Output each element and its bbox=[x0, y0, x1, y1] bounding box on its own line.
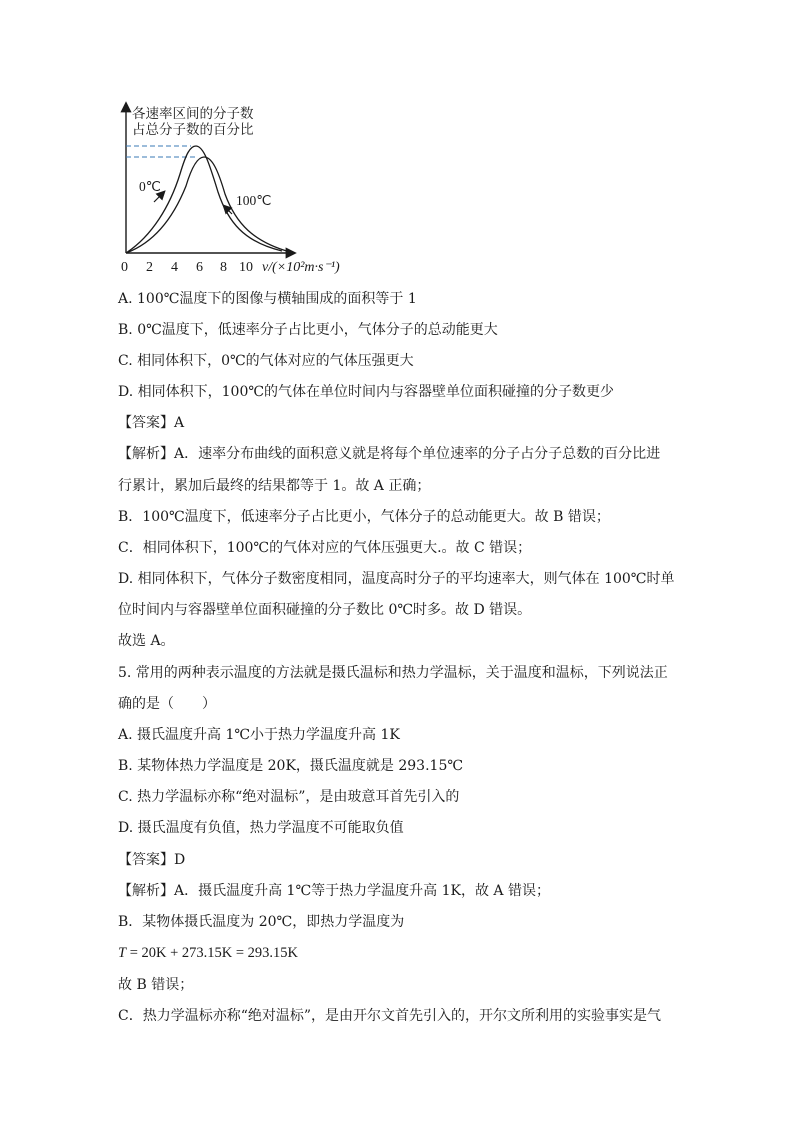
x-tick-label: 8 bbox=[220, 260, 227, 275]
q4-explanation-line: 位时间内与容器壁单位面积碰撞的分子数比 0℃时多。故 D 错误。 bbox=[118, 602, 532, 618]
speed-distribution-figure bbox=[112, 96, 372, 280]
q5-explanation-line: 故 B 错误； bbox=[118, 977, 194, 993]
x-tick-label: 10 bbox=[239, 260, 253, 275]
x-tick-label: 6 bbox=[196, 260, 203, 275]
x-tick-label: 2 bbox=[146, 260, 153, 275]
curve-label-0c: 0℃ bbox=[139, 179, 161, 194]
q4-explanation-line: D. 相同体积下，气体分子数密度相同，温度高时分子的平均速率大，则气体在 100℃时单 bbox=[118, 571, 675, 587]
q4-option-b: B. 0℃温度下，低速率分子占比更小，气体分子的总动能更大 bbox=[118, 322, 498, 338]
x-tick-label: 0 bbox=[121, 260, 128, 275]
q5-stem-line: 确的是（ ） bbox=[118, 696, 216, 712]
formula-variable: T bbox=[118, 945, 127, 961]
q5-answer: 【答案】D bbox=[118, 852, 186, 868]
x-tick-label: 4 bbox=[171, 260, 178, 275]
q5-option-a: A. 摄氏温度升高 1℃小于热力学温度升高 1K bbox=[118, 727, 400, 743]
y-axis-label-line1: 各速率区间的分子数 bbox=[132, 106, 254, 122]
q4-option-d: D. 相同体积下，100℃的气体在单位时间内与容器壁单位面积碰撞的分子数更少 bbox=[118, 384, 615, 400]
q5-explanation-line: C．热力学温标亦称“绝对温标”，是由开尔文首先引入的，开尔文所利用的实验事实是气 bbox=[118, 1008, 662, 1024]
q5-option-d: D. 摄氏温度有负值，热力学温度不可能取负值 bbox=[118, 820, 404, 836]
speed-distribution-svg bbox=[112, 96, 372, 280]
q4-final-choice: 故选 A。 bbox=[118, 633, 175, 649]
q4-answer: 【答案】A bbox=[118, 415, 185, 431]
y-axis-label-line2: 占总分子数的百分比 bbox=[132, 122, 254, 138]
q4-option-c: C. 相同体积下，0℃的气体对应的气体压强更大 bbox=[118, 353, 414, 369]
q5-stem-line: 5. 常用的两种表示温度的方法就是摄氏温标和热力学温标，关于温度和温标，下列说法正 bbox=[118, 665, 668, 681]
q4-explanation-line: 【解析】A．速率分布曲线的面积意义就是将每个单位速率的分子占分子总数的百分比进 bbox=[118, 446, 661, 462]
q4-explanation-line: 行累计，累加后最终的结果都等于 1。故 A 正确； bbox=[118, 478, 431, 494]
q4-option-a: A. 100℃温度下的图像与横轴围成的面积等于 1 bbox=[118, 291, 417, 307]
q5-formula bbox=[118, 943, 298, 963]
formula-expression: = 20K + 273.15K = 293.15K bbox=[126, 945, 299, 961]
q5-explanation-line: 【解析】A．摄氏温度升高 1℃等于热力学温度升高 1K，故 A 错误； bbox=[118, 883, 550, 899]
q4-explanation-line: B．100℃温度下，低速率分子占比更小，气体分子的总动能更大。故 B 错误； bbox=[118, 509, 610, 525]
q5-option-c: C. 热力学温标亦称“绝对温标”，是由玻意耳首先引入的 bbox=[118, 789, 460, 805]
q5-explanation-line: B．某物体摄氏温度为 20℃，即热力学温度为 bbox=[118, 914, 405, 930]
x-axis-label: v/(×10²m·s⁻¹) bbox=[262, 260, 340, 275]
curve-label-100c: 100℃ bbox=[236, 193, 272, 208]
q4-explanation-line: C．相同体积下，100℃的气体对应的气体压强更大.。故 C 错误； bbox=[118, 540, 532, 556]
q5-option-b: B. 某物体热力学温度是 20K，摄氏温度就是 293.15℃ bbox=[118, 758, 464, 774]
